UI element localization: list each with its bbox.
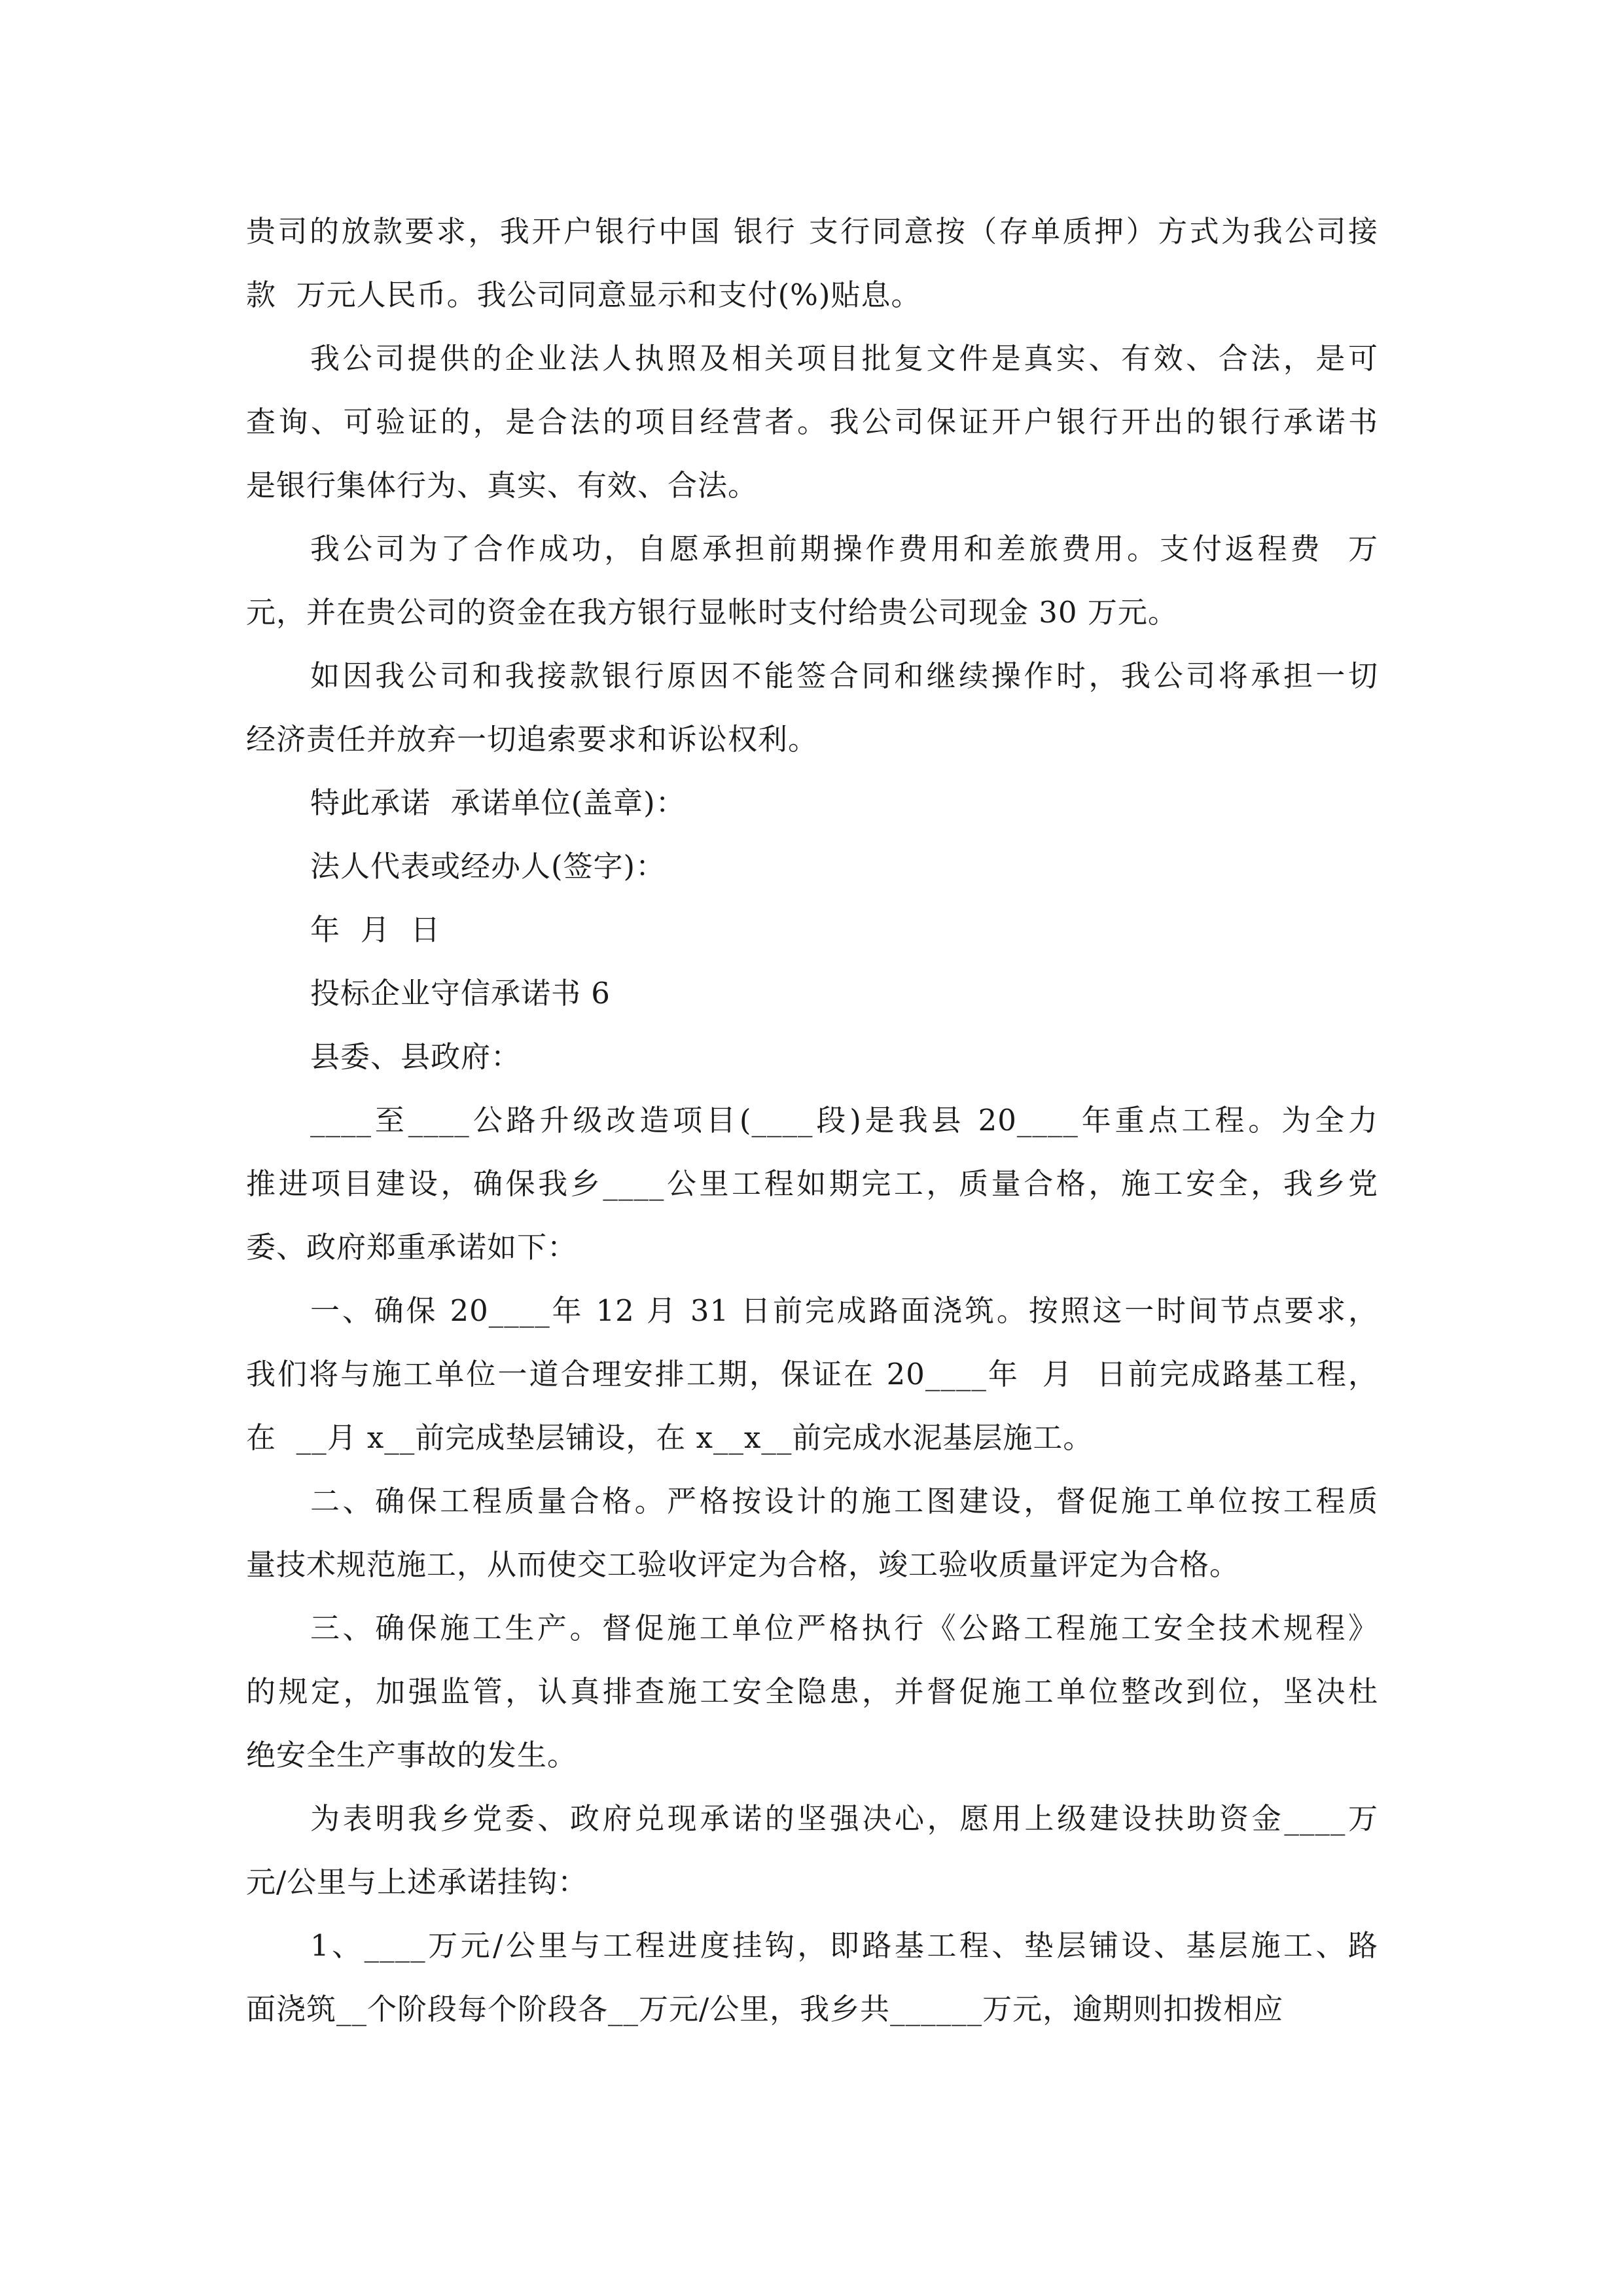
paragraph-p12 [246,1469,1378,1596]
paragraph-line: 元/公里与上述承诺挂钩： [246,1865,588,1899]
paragraph-p4 [246,644,1378,771]
paragraph-line: 我公司为了合作成功，自愿承担前期操作费用和差旅费用。支付返程费 万 [310,531,1378,566]
paragraph-line: ____至____公路升级改造项目(____段)是我县 20____年重点工程。为全力 [310,1103,1378,1138]
paragraph-line: 在 __月 x__前完成垫层铺设，在 x__x__前完成水泥基层施工。 [246,1420,1094,1455]
paragraph-line: 我公司提供的企业法人执照及相关项目批复文件是真实、有效、合法，是可 [310,341,1378,376]
paragraph-line: 查询、可验证的，是合法的项目经营者。我公司保证开户银行开出的银行承诺书 [246,404,1378,439]
paragraph-line: 投标企业守信承诺书 6 [310,976,611,1011]
paragraph-p11 [246,1279,1378,1469]
paragraph-line: 经济责任并放弃一切追索要求和诉讼权利。 [246,722,819,757]
paragraph-p13 [246,1596,1378,1787]
paragraph-p7 [246,898,1378,961]
document-body [246,200,1378,2041]
paragraph-line: 年 月 日 [310,912,441,947]
paragraph-line: 是银行集体行为、真实、有效、合法。 [246,468,758,503]
paragraph-line: 县委、县政府： [310,1039,522,1074]
paragraph-line: 量技术规范施工，从而使交工验收评定为合格，竣工验收质量评定为合格。 [246,1547,1240,1582]
paragraph-line: 1、____万元/公里与工程进度挂钩，即路基工程、垫层铺设、基层施工、路 [310,1928,1378,1963]
paragraph-line: 为表明我乡党委、政府兑现承诺的坚强决心，愿用上级建设扶助资金____万 [310,1801,1378,1836]
paragraph-line: 款 万元人民币。我公司同意显示和支付(%)贴息。 [246,278,921,312]
paragraph-line: 我们将与施工单位一道合理安排工期，保证在 20____年 月 日前完成路基工程， [246,1357,1378,1391]
paragraph-p6 [246,834,1378,898]
paragraph-line: 如因我公司和我接款银行原因不能签合同和继续操作时，我公司将承担一切 [310,658,1378,693]
paragraph-line: 三、确保施工生产。督促施工单位严格执行《公路工程施工安全技术规程》 [310,1611,1378,1645]
paragraph-line: 二、确保工程质量合格。严格按设计的施工图建设，督促施工单位按工程质 [310,1484,1378,1518]
paragraph-p8 [246,961,1378,1025]
paragraph-p2 [246,327,1378,517]
paragraph-line: 特此承诺 承诺单位(盖章)： [310,785,686,820]
paragraph-line: 元，并在贵公司的资金在我方银行显帐时支付给贵公司现金 30 万元。 [246,595,1178,630]
paragraph-line: 贵司的放款要求，我开户银行中国 银行 支行同意按（存单质押）方式为我公司接 [246,214,1378,249]
paragraph-p10 [246,1088,1378,1279]
paragraph-line: 面浇筑__个阶段每个阶段各__万元/公里，我乡共______万元，逾期则扣拨相应 [246,1992,1284,2026]
paragraph-line: 推进项目建设，确保我乡____公里工程如期完工，质量合格，施工安全，我乡党 [246,1166,1378,1201]
paragraph-line: 绝安全生产事故的发生。 [246,1738,578,1772]
paragraph-p1 [246,200,1378,327]
paragraph-p15 [246,1914,1378,2041]
paragraph-p14 [246,1787,1378,1914]
paragraph-p9 [246,1025,1378,1088]
paragraph-p5 [246,771,1378,834]
paragraph-line: 的规定，加强监管，认真排查施工安全隐患，并督促施工单位整改到位，坚决杜 [246,1674,1378,1709]
paragraph-line: 委、政府郑重承诺如下： [246,1230,578,1265]
paragraph-line: 法人代表或经办人(签字)： [310,849,666,884]
paragraph-p3 [246,517,1378,644]
paragraph-line: 一、确保 20____年 12 月 31 日前完成路面浇筑。按照这一时间节点要求， [310,1293,1378,1328]
